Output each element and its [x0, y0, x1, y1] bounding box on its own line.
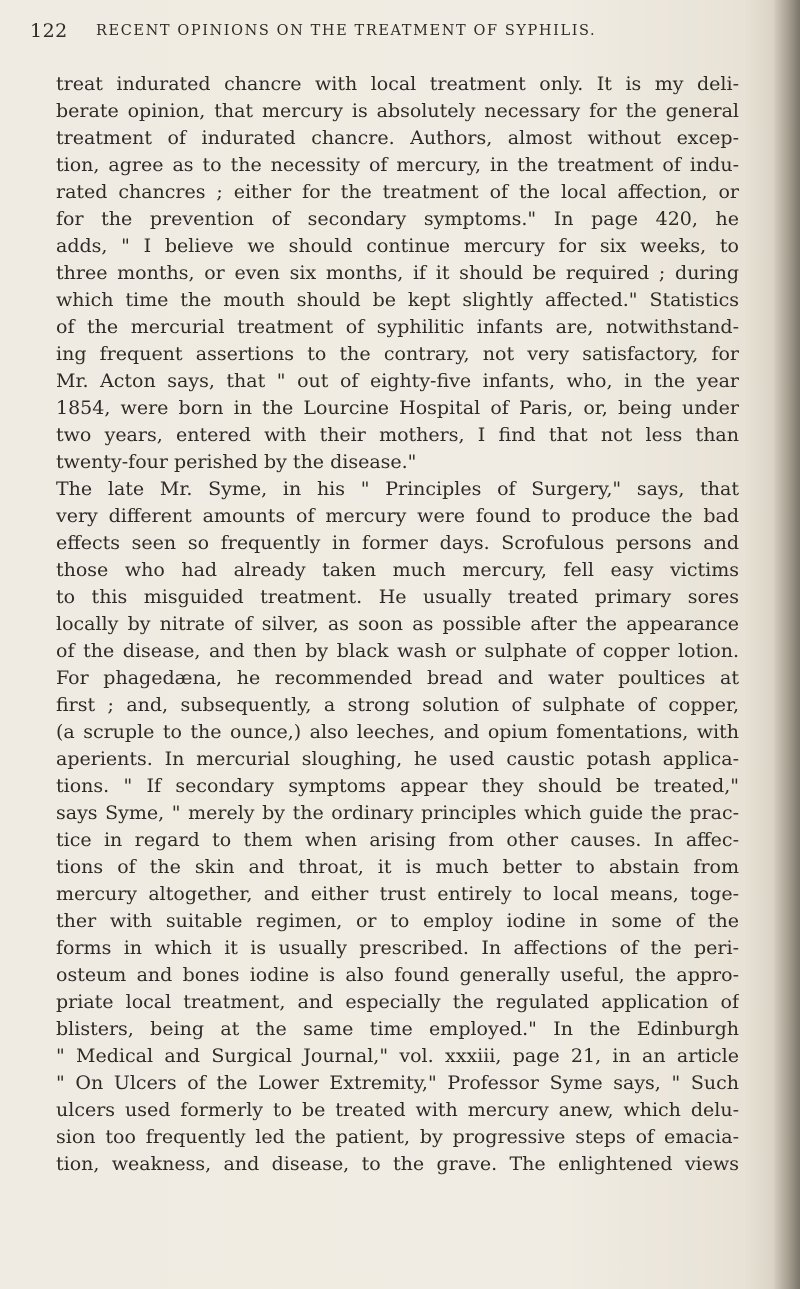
text-line: tion, weakness, and disease, to the grave. The enlightened views — [56, 1153, 739, 1175]
paragraph-start-line: The late Mr. Syme, in his " Principles of Surgery," says, that — [56, 478, 739, 500]
body-text — [56, 71, 739, 1178]
paragraph-end-line: twenty-four perished by the disease." — [56, 451, 417, 473]
text-line: first ; and, subsequently, a strong solution of sulphate of copper, — [56, 694, 739, 716]
text-line: (a scruple to the ounce,) also leeches, and opium fomentations, with — [56, 721, 739, 743]
page-number: 122 — [30, 20, 68, 42]
text-line: tions. " If secondary symptoms appear they should be treated," — [56, 775, 739, 797]
text-line: effects seen so frequently in former days. Scrofulous persons and — [56, 532, 739, 554]
text-line: aperients. In mercurial sloughing, he used caustic potash applica- — [56, 748, 739, 770]
text-line: For phagedæna, he recommended bread and water poultices at — [56, 667, 739, 689]
text-line: mercury altogether, and either trust entirely to local means, toge- — [56, 883, 739, 905]
text-line: tice in regard to them when arising from other causes. In affec- — [56, 829, 739, 851]
text-line: locally by nitrate of silver, as soon as possible after the appearance — [56, 613, 739, 635]
text-line: forms in which it is usually prescribed. In affections of the peri- — [56, 937, 739, 959]
text-line: treatment of indurated chancre. Authors, almost without excep- — [56, 127, 739, 149]
text-line: rated chancres ; either for the treatment of the local affection, or — [56, 181, 739, 203]
text-line: for the prevention of secondary symptoms." In page 420, he — [56, 208, 739, 230]
text-line: Mr. Acton says, that " out of eighty-five infants, who, in the year — [56, 370, 739, 392]
page-header — [30, 20, 760, 60]
text-line: osteum and bones iodine is also found generally useful, the appro- — [56, 964, 739, 986]
text-line: very different amounts of mercury were found to produce the bad — [56, 505, 739, 527]
text-line: blisters, being at the same time employed." In the Edinburgh — [56, 1018, 739, 1040]
text-line: sion too frequently led the patient, by progressive steps of emacia- — [56, 1126, 739, 1148]
text-line: " Medical and Surgical Journal," vol. xxxiii, page 21, in an article — [56, 1045, 739, 1067]
text-line: of the mercurial treatment of syphilitic infants are, notwithstand- — [56, 316, 739, 338]
text-line: adds, " I believe we should continue mercury for six weeks, to — [56, 235, 739, 257]
text-line: says Syme, " merely by the ordinary principles which guide the prac- — [56, 802, 739, 824]
text-line: two years, entered with their mothers, I find that not less than — [56, 424, 739, 446]
text-line: those who had already taken much mercury, fell easy victims — [56, 559, 739, 581]
text-line: tions of the skin and throat, it is much better to abstain from — [56, 856, 739, 878]
text-line: ing frequent assertions to the contrary, not very satisfactory, for — [56, 343, 739, 365]
text-line: priate local treatment, and especially the regulated application of — [56, 991, 739, 1013]
text-line: 1854, were born in the Lourcine Hospital of Paris, or, being under — [56, 397, 739, 419]
text-line: tion, agree as to the necessity of mercury, in the treatment of indu- — [56, 154, 739, 176]
page-edge-shadow — [774, 0, 800, 1289]
text-line: three months, or even six months, if it should be required ; during — [56, 262, 739, 284]
text-line: berate opinion, that mercury is absolutely necessary for the general — [56, 100, 739, 122]
running-title: RECENT OPINIONS ON THE TREATMENT OF SYPHILIS. — [96, 23, 597, 39]
text-line: of the disease, and then by black wash or sulphate of copper lotion. — [56, 640, 739, 662]
text-line: ther with suitable regimen, or to employ iodine in some of the — [56, 910, 739, 932]
text-line: ulcers used formerly to be treated with mercury anew, which delu- — [56, 1099, 739, 1121]
text-line: " On Ulcers of the Lower Extremity," Professor Syme says, " Such — [56, 1072, 739, 1094]
text-line: treat indurated chancre with local treatment only. It is my deli- — [56, 73, 739, 95]
text-line: which time the mouth should be kept slightly affected." Statistics — [56, 289, 739, 311]
text-line: to this misguided treatment. He usually treated primary sores — [56, 586, 739, 608]
